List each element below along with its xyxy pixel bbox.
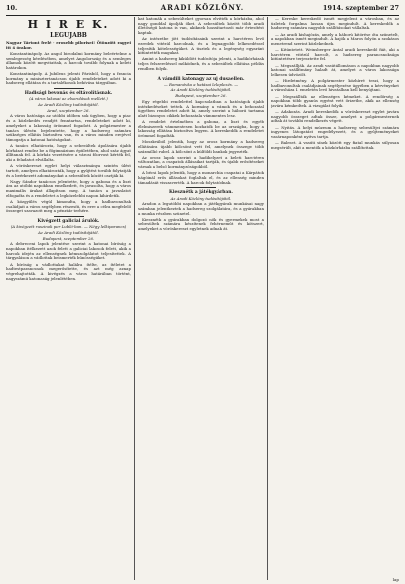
article-title: Kivégzett galiciai árulók.	[37, 219, 100, 225]
news-item: — Hirdetmény. A polgármester közhírré teszi, hogy a hadbavonultak családjainak segélyezése ügyében a kérvényeket a városháza I. emeletén levő hivatalban kell benyújtani.	[271, 78, 399, 93]
article-paragraph: kat katonák a sebesülteket gyorsan elvitték a kórházba, ahol nagy gonddal ápolják őket. A sebesültek között több aradi illetőségű katona is van, akiknek hozzátartozói már értesítést kaptak.	[138, 17, 264, 36]
article-dateline: Arad, szeptember 26.	[47, 107, 90, 113]
page-number: 10.	[6, 4, 18, 12]
news-item: — Megszállják. Az aradi vasútállomáson a napokban nagyobb katonai szállítmány haladt át, amelyet a város lakossága lelkesen üdvözölt.	[271, 62, 399, 77]
article-subtitle: (A város lakosai az elsorolások mellett.)	[29, 96, 108, 102]
news-item: — Kereske kereskedő ismét megjelent a városban, és az üzletek forgalma lassan újra megindult. A kereskedők a hadsereg számára nagyobb szállításokat vállaltak.	[271, 17, 399, 31]
article-dateline: Budapest, szeptember 26.	[42, 235, 95, 241]
news-paragraph: Konstantinápoly. A Jubileus jelenti Párisból, hogy a francia kormány a minisztertanácson újabb rendeleteket adott ki a hadsereg ellátása és a tartalékosok behívása tárgyában.	[6, 71, 131, 86]
article-paragraph: Az orosz lapok szerint a hadihelyzet a keleti harctéren változatlan, a csapatok állásaikat tartják, és újabb erősítéseket várnak a belső kormányzóságokból.	[138, 154, 264, 170]
article-paragraph: Az intézetbe jött tudósításaink szerint a harctéren levő ezredek vitézül harcolnak, és a legnagyobb lelkesedéssel teljesítik kötelességüket. A tisztek és a legénység egyaránt kitüntették magukat.	[138, 36, 264, 56]
flash-title: Nagyar Tártont frelé · erosebb pilorisei! Ötönzött ragyei itt 4 órakor.	[6, 40, 131, 50]
column-3	[271, 17, 399, 580]
column-2	[138, 17, 264, 580]
section-subheading-latest: LEGUJABB	[50, 32, 87, 39]
article-title: A vámdili katonagy az uj dusaellen.	[157, 76, 245, 82]
news-paragraph: Konstantinápoly. Az angol birodalmi kormány beleértelme a semlegesség kérdésében, amelyet Angolország és a semleges államok között megvitattak, a harcok tovább folynak a keleti határokon.	[6, 50, 131, 70]
news-item: — Kitüntetett. Weinsberger Antal aradi kereskedő fiát, aki a harctéren vitézül harcolt, a hadsereg parancsnoksága kitüntetésre terjesztette fel.	[271, 47, 399, 62]
article-byline: Az Aradi Közlöny tudósítójától.	[38, 229, 99, 235]
article-subtitle: — Romanóvka a hatásai leleplezés. —	[163, 81, 239, 87]
article-paragraph: Kiesznétk a gyárakban dolgozó nők és gyermekek most a sebesültek számára készítenek fehérneműt és kötszert, amelyeket a vöröskereszt egyletnek adnak át.	[138, 216, 264, 232]
news-item: — Baleset. A vasúti sínek között egy fiatal munkás súlyosan megsérült, akit a mentők a közkórházba szállítottak.	[271, 140, 399, 150]
article-paragraph: A debreceni lapok jelentése szerint a katonai bíróság a napokban ítélkezett azok felett a galiciai lakosok felett, akik a harcok idején az ellenségnek kémszolgálatot teljesítettek. A tárgyaláson a vádlottak beismerték bűnösségüket.	[6, 241, 131, 261]
article-byline: Az Aradi Közlöny tudósítójától.	[38, 102, 99, 108]
article-paragraph: Aradon a legutóbbi napokban a játékgyárak munkásai nagy számban jelentkeztek a hadsereg szolgálatára, és a gyárakban a munka részben szünetel.	[138, 201, 264, 216]
article-subtitle: (A kivégzett ruszinok per Lubló-ban. — Négy lelkiparancs)	[10, 224, 127, 230]
masthead-title: ARADI KÖZLÖNY.	[160, 3, 245, 12]
article-paragraph: A közgyűlés végül kimondta, hogy a hadbavonultak családjait a város segélyben részesíti, és erre a célra megfelelő összeget szavazott meg a pénztár terhére.	[6, 198, 131, 214]
article-byline: Az Aradi Közlöny tudósítójától.	[170, 87, 232, 93]
news-item: — Az aradi kishajózás, amely a háború kitörése óta szünetelt, a napokban ismét megindult. A hajók a Maros folyón a szokásos menetrend szerint közlekednek.	[271, 31, 399, 46]
article-paragraph: A város hatósága az utóbbi időben sok ügyben, hogy a piac és a közlekedés rendjét fenntartsa, rendeleteket adott ki, amelyeket a lakosság örömmel fogadott. A polgármester a tanács ülésén bejelentette, hogy a hadsereg számára szükséges ellátás biztosítva van, és a város minden erejével támogatja a katonai hatóságokat.	[6, 113, 131, 142]
news-item: — Nyitás. A helyi múzeum a hadsereg sebesültjei számára ingyenes látogatást engedélyezett, és a gyűjteményeket vasárnaponként nyitva tartja.	[271, 124, 399, 139]
column-divider	[134, 17, 135, 580]
article-title: Hadisági bevonás és eltávolításnak.	[24, 91, 113, 97]
article-paragraph: Egy régebbi rendelettel kapcsolatban a hatóságok újabb intézkedéseket tettek. A kormány a vámok és a behozatal ügyében rendeletet adott ki, amely szerint a háború tartama alatt bizonyos cikkek behozatala vámmentes lesz.	[138, 98, 264, 118]
news-item: — Megszállták az ellenséges kémeket. A rendőrség a napokban több gyanús egyént vett őrizetbe, akik az ellenség javára kémkedtek. A vizsgálat folyik.	[271, 93, 399, 108]
divider	[54, 88, 84, 89]
article-dateline: Budapest, szeptember 26.	[175, 93, 227, 99]
column-1	[6, 17, 131, 580]
article-paragraph: A bécsi lapok jelentik, hogy a monarchia csapatai a Kárpátok hágóinál erős állásokat foglaltak el, és az ellenség minden támadását visszaverték. A harcok folytatódnak.	[138, 170, 264, 185]
divider	[54, 216, 84, 217]
article-paragraph: A vöröskereszt egylet helyi választmánya szintén ülést tartott, amelyen elhatározták, hogy a gyűjtést tovább folytatják és a beérkezett adományokat a sebesültek között osztják ki.	[6, 163, 131, 178]
article-paragraph: A tanács elhatározta, hogy a sebesültek ápolására újabb kórházat rendez be a főgimnázium épületében, ahol száz ágyat állítanak fel. A kórház vezetésére a városi főorvost kérték fel, aki a feladatot elvállalta.	[6, 143, 131, 163]
article-paragraph: Moszkvából jelentik, hogy az orosz kormány a hadsereg ellátására újabb kölcsönt vett fel, amelynek összege több százmillió rubel. A kölcsönt a külföldi bankok jegyezték.	[138, 139, 264, 154]
page-header	[6, 3, 399, 16]
article-paragraph: Amint a hadsereg kiküldött tudósítója jelenti, a hadikórházak teljes felszereléssel működnek, és a sebesültek ellátása példás rendben folyik.	[138, 56, 264, 71]
issue-date: 1914. szeptember 27	[322, 4, 399, 12]
divider	[186, 187, 216, 188]
divider	[186, 74, 216, 75]
section-heading-news: H I R E K.	[27, 18, 110, 31]
page-footer: lap	[392, 577, 399, 582]
column-divider	[267, 17, 268, 580]
article-paragraph: A rendelet értelmében a gabona, a liszt és egyéb élelmiszerek vámmentesen hozhatók be az országba, hogy a lakosság ellátása biztosítva legyen. A kereskedők a rendeletet örömmel fogadták.	[138, 119, 264, 139]
article-paragraph: A bíróság a vádlottakat halálra ítélte, az ítéletet a hadtestparancsnok megerősítette, és azt még aznap végrehajtották. A kivégzés a város határában történt, nagyszámú katonaság jelenlétében.	[6, 261, 131, 281]
article-paragraph: Nagy Sándor tanácsos jelentette, hogy a gabona és a liszt ára az utóbbi napokban emelkedett, és javasolta, hogy a város maximális árakat állapítson meg. A tanács a javaslatot elfogadta és a rendeletet a legközelebbi napon kihirdetik.	[6, 178, 131, 198]
article-title: Kiesznétk a játékgyárban.	[169, 190, 233, 196]
article-byline: Az Aradi Közlöny tudósítójától.	[170, 195, 232, 201]
news-item: — Adakozás. Aradi kereskedők a vöröskereszt egylet javára nagyobb összeget adtak össze, amelyet a polgármesternek adtak át további rendelkezés végett.	[271, 109, 399, 124]
